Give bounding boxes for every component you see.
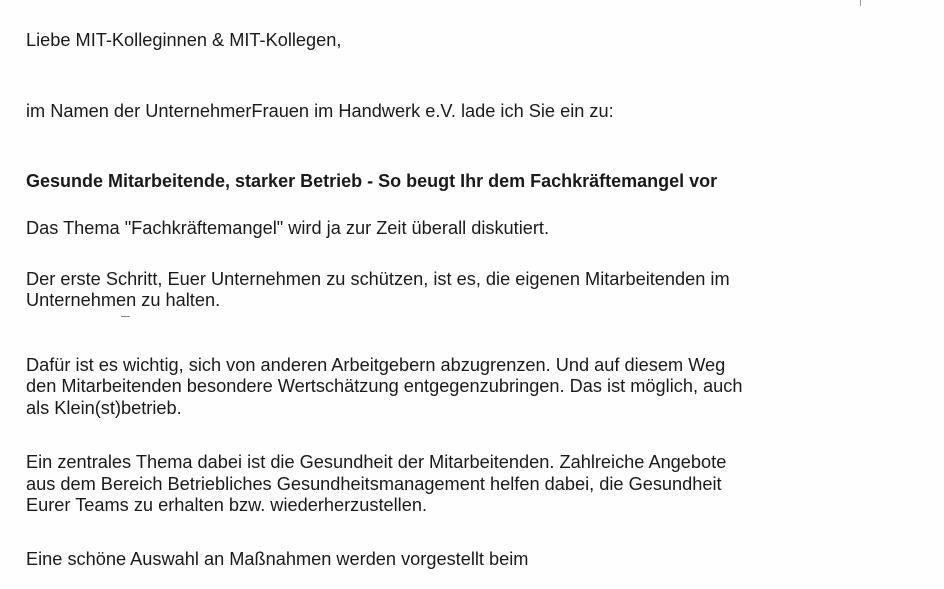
scan-speck [121,316,130,317]
salutation: Liebe MIT-Kolleginnen & MIT-Kollegen, [26,30,342,50]
paragraph-line: Eurer Teams zu erhalten bzw. wiederherzustellen. [26,495,428,515]
paragraph-line: aus dem Bereich Betriebliches Gesundheitsmanagement helfen dabei, die Gesundheit [26,474,722,494]
paragraph-line: als Klein(st)betrieb. [26,398,182,418]
paragraph-fachkraeftemangel: Das Thema "Fachkräftemangel" wird ja zur Zeit überall diskutiert. [26,218,550,238]
intro-text: im Namen der UnternehmerFrauen im Handwerk e.V. lade ich Sie ein zu: [26,101,614,121]
event-title: Gesunde Mitarbeitende, starker Betrieb - So beugt Ihr dem Fachkräftemangel vor [26,171,718,191]
paragraph-line: den Mitarbeitenden besondere Wertschätzung entgegenzubringen. Das ist möglich, auch [26,376,743,396]
paragraph-line: Dafür ist es wichtig, sich von anderen Arbeitgebern abzugrenzen. Und auf diesem Weg [26,355,726,375]
paragraph-line: Ein zentrales Thema dabei ist die Gesundheit der Mitarbeitenden. Zahlreiche Angebote [26,452,727,472]
scan-edge-mark [860,0,861,6]
paragraph-line: Unternehmen zu halten. [26,290,221,310]
paragraph-line: Der erste Schritt, Euer Unternehmen zu schützen, ist es, die eigenen Mitarbeitenden im [26,269,730,289]
paragraph-measures: Eine schöne Auswahl an Maßnahmen werden vorgestellt beim [26,549,529,569]
